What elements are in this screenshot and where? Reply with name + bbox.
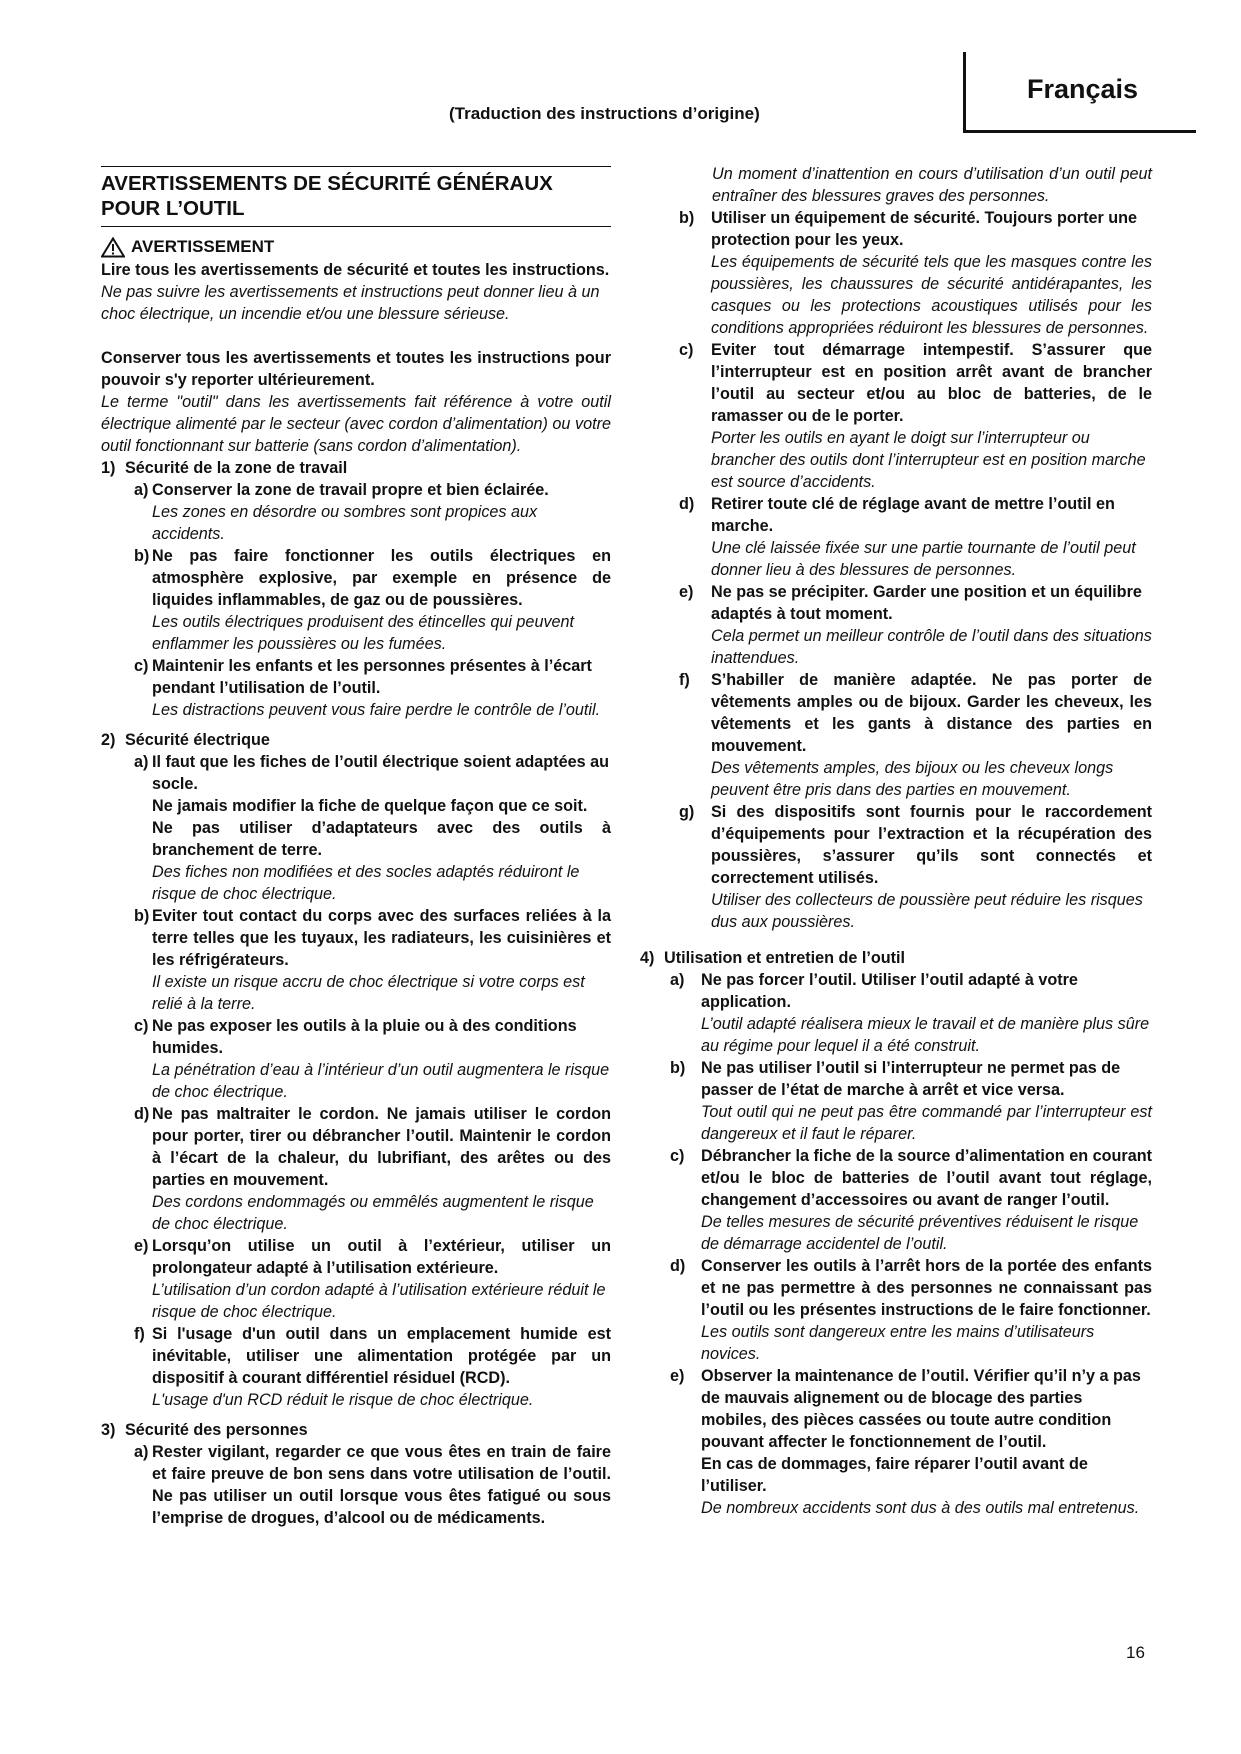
translation-subtitle: (Traduction des instructions d’origine) — [449, 104, 760, 123]
list-item: d) Conserver les outils à l’arrêt hors de la portée des enfants et ne pas permettre à des personnes ne connaissant pas l’outil ou les présentes instructions de le faire fonctionner. Les outils sont dangereux entre les mains d’utilisateurs novices. — [670, 1257, 1152, 1363]
warning-read-all: Lire tous les avertissements de sécurité et toutes les instructions. — [101, 261, 610, 279]
list-item: c) Ne pas exposer les outils à la pluie ou à des conditions humides. La pénétration d’eau à l’intérieur d’un outil augmentera le risque de choc électrique. — [134, 1017, 610, 1101]
list-item: c) Eviter tout démarrage intempestif. S’assurer que l’interrupteur est en position arrêt avant de brancher l’outil au secteur et/ou au bloc de batteries, de le ramasser ou de le porter. Porter les outils en ayant le doigt sur l’interrupteur ou brancher des outils dont l’interrupteur est en position marche est source d’accidents. — [679, 341, 1152, 491]
list-item: c) Maintenir les enfants et les personnes présentes à l’écart pendant l’utilisation de l’outil. Les distractions peuvent vous faire perdre le contrôle de l’outil. — [134, 657, 601, 719]
list-item: b) Ne pas utiliser l’outil si l’interrupteur ne permet pas de passer de l’état de marche à arrêt et vice versa. Tout outil qui ne peut pas être commandé par l’interrupteur est dangereux et il faut le réparer. — [670, 1059, 1152, 1143]
list-item: a) Conserver la zone de travail propre et bien éclairée. Les zones en désordre ou sombres sont propices aux accidents. — [134, 481, 549, 543]
warning-heading: AVERTISSEMENT — [101, 236, 611, 258]
list-item: f) Si l'usage d'un outil dans un emplacement humide est inévitable, utiliser une alimentation protégée par un dispositif à courant différentiel résiduel (RCD). L'usage d'un RCD réduit le risque de choc électrique. — [134, 1325, 611, 1409]
list-item: e) Ne pas se précipiter. Garder une position et un équilibre adaptés à tout moment. Cela permet un meilleur contrôle de l’outil dans des situations inattendues. — [679, 583, 1152, 667]
section-2-heading: 2) Sécurité électrique — [101, 731, 270, 749]
list-item: d) Retirer toute clé de réglage avant de mettre l’outil en marche. Une clé laissée fixée sur une partie tournante de l’outil peut donner lieu à des blessures de personnes. — [679, 495, 1136, 579]
section-title: AVERTISSEMENTS DE SÉCURITÉ GÉNÉRAUX POUR L’OUTIL — [101, 166, 611, 227]
list-item: a) Il faut que les fiches de l’outil électrique soient adaptées au socle. Ne jamais modifier la fiche de quelque façon que ce soit. Ne pas utiliser d’adaptateurs avec des outils à branchement de terre. Des fiches non modifiées et des socles adaptés réduiront le risque de choc électrique. — [134, 753, 611, 903]
warning-term-definition: Le terme "outil" dans les avertissements fait référence à votre outil électrique alimenté par le secteur (avec cordon d’alimentation) ou votre outil fonctionnant sur batterie (sans cordon d’alimentation). — [101, 393, 611, 455]
page-number: 16 — [1126, 1643, 1145, 1662]
list-item: e) Lorsqu’on utilise un outil à l’extérieur, utiliser un prolongateur adapté à l’utilisation extérieure. L’utilisation d’un cordon adapté à l’utilisation extérieure réduit le risque de choc électrique. — [134, 1237, 611, 1321]
list-item: b) Eviter tout contact du corps avec des surfaces reliées à la terre telles que les tuyaux, les radiateurs, les cuisinières et les réfrigérateurs. Il existe un risque accru de choc électrique si votre corps est relié à la terre. — [134, 907, 611, 1013]
list-item: g) Si des dispositifs sont fournis pour le raccordement d’équipements pour l’extraction et la récupération des poussières, s’assurer qu’ils sont connectés et correctement utilisés. Utiliser des collecteurs de poussière peut réduire les risques dus aux poussières. — [679, 803, 1152, 931]
list-item: b) Utiliser un équipement de sécurité. Toujours porter une protection pour les yeux. Les équipements de sécurité tels que les masques contre les poussières, les chaussures de sécurité antidérapantes, les casques ou les protections acoustiques utilisés pour les conditions appropriées réduiront les blessures de personnes. — [679, 209, 1152, 337]
left-column — [101, 166, 611, 1529]
list-item: a) Ne pas forcer l’outil. Utiliser l’outil adapté à votre application. L’outil adapté réalisera mieux le travail et de manière plus sûre au régime pour lequel il a été construit. — [670, 971, 1150, 1055]
list-item: c) Débrancher la fiche de la source d’alimentation en courant et/ou le bloc de batteries de l’outil avant tout réglage, changement d’accessoires ou avant de ranger l’outil. De telles mesures de sécurité préventives réduisent le risque de démarrage accidentel de l’outil. — [670, 1147, 1152, 1253]
language-label: Français — [1027, 74, 1139, 104]
list-item: b) Ne pas faire fonctionner les outils électriques en atmosphère explosive, par exemple en présence de liquides inflammables, de gaz ou de poussières. Les outils électriques produisent des étincelles qui peuvent enflammer les poussières ou les fumées. — [134, 547, 611, 653]
section-4-heading: 4) Utilisation et entretien de l’outil — [640, 949, 906, 967]
list-item: f) S’habiller de manière adaptée. Ne pas porter de vêtements amples ou de bijoux. Garder les cheveux, les vêtements et les gants à distance des parties en mouvement. Des vêtements amples, des bijoux ou les cheveux longs peuvent être pris dans des parties en mouvement. — [679, 671, 1152, 799]
warning-triangle-icon — [101, 237, 125, 258]
list-item: e) Observer la maintenance de l’outil. Vérifier qu’il n’y a pas de mauvais alignement ou de blocage des parties mobiles, des pièces cassées ou toute autre condition pouvant affecter le fonctionnement de l’outil. En cas de dommages, faire réparer l’outil avant de l’utiliser. De nombreux accidents sont dus à des outils mal entretenus. — [670, 1367, 1141, 1517]
list-item: a) Rester vigilant, regarder ce que vous êtes en train de faire et faire preuve de bon sens dans votre utilisation de l’outil. Ne pas utiliser un outil lorsque vous êtes fatigué ou sous l’emprise de drogues, d’alcool ou de médicaments. — [134, 1443, 611, 1527]
warning-keep: Conserver tous les avertissements et toutes les instructions pour pouvoir s'y reporter ultérieurement. — [101, 349, 611, 389]
section-1-heading: 1) Sécurité de la zone de travail — [101, 459, 348, 477]
right-column — [640, 163, 1152, 1519]
section-3-heading: 3) Sécurité des personnes — [101, 1421, 308, 1439]
section-3a-note: Un moment d’inattention en cours d’utilisation d’un outil peut entraîner des blessures graves des personnes. — [712, 165, 1152, 205]
list-item: d) Ne pas maltraiter le cordon. Ne jamais utiliser le cordon pour porter, tirer ou débrancher l’outil. Maintenir le cordon à l’écart de la chaleur, du lubrifiant, des arêtes ou des parties en mouvement. Des cordons endommagés ou emmêlés augmentent le risque de choc électrique. — [134, 1105, 611, 1233]
warning-consequence: Ne pas suivre les avertissements et instructions peut donner lieu à un choc électrique, un incendie et/ou une blessure sérieuse. — [101, 283, 600, 323]
